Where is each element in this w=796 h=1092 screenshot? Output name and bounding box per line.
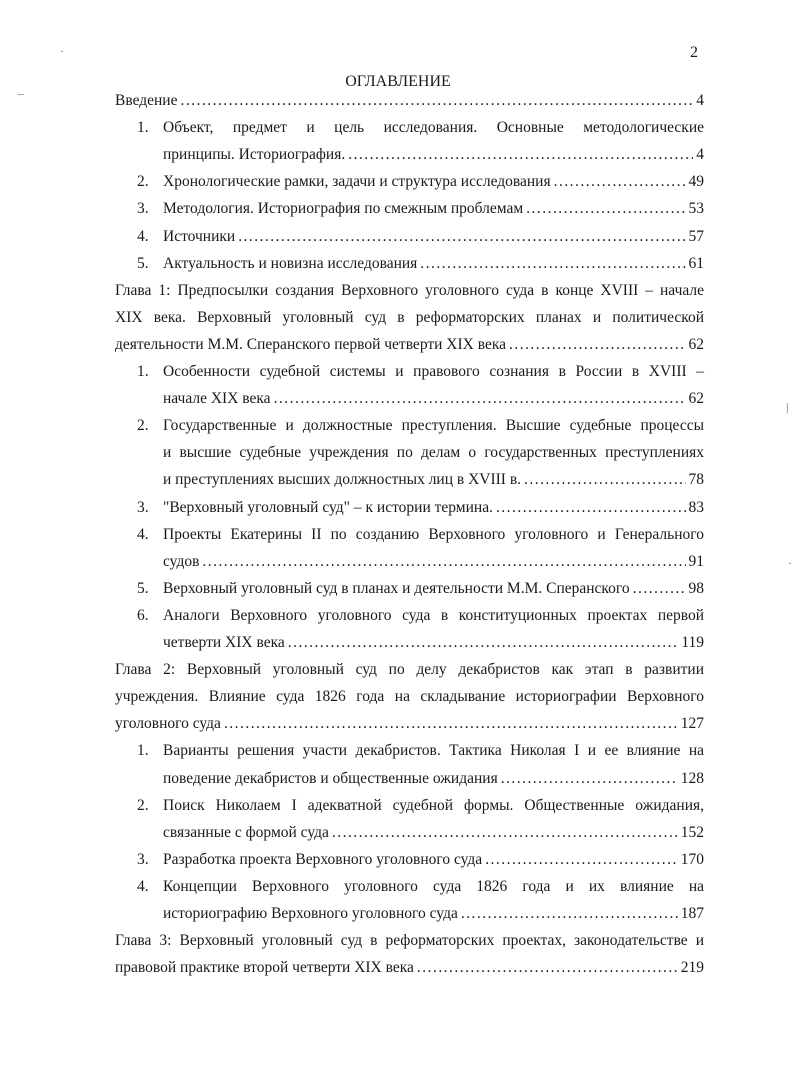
toc-entry-line[interactable] <box>163 469 704 491</box>
toc-entry-text: Особенности судебной системы и правового сознания в России в XVIII – <box>163 363 704 380</box>
toc-entry-text: судов <box>163 552 200 570</box>
dot-leader <box>202 551 685 573</box>
toc-entry-text: Разработка проекта Верховного уголовного суда <box>163 850 483 868</box>
toc-entry-text: деятельности М.М. Сперанского первой четверти XIX века <box>115 335 507 353</box>
toc-page-number: 127 <box>680 715 704 733</box>
dot-leader <box>288 632 679 654</box>
toc-page-number: 62 <box>688 390 704 408</box>
toc-page-number: 57 <box>688 227 704 245</box>
toc-entry-line[interactable] <box>115 957 704 979</box>
toc-entry-text: историографию Верховного уголовного суда <box>163 905 458 922</box>
toc-entry-text: Концепции Верховного уголовного суда 1826 года и их влияние на <box>163 877 704 895</box>
dot-leader <box>509 334 685 356</box>
toc-entry-line[interactable] <box>163 117 704 139</box>
toc-entry-number: 3. <box>137 850 149 868</box>
dot-leader <box>526 198 685 220</box>
toc-page-number: 128 <box>680 769 704 787</box>
toc-page-number: 152 <box>680 823 704 841</box>
toc-page-number: 53 <box>688 200 704 218</box>
toc-entry-line[interactable] <box>163 768 704 790</box>
scan-speck: | <box>786 400 789 414</box>
toc-entry-number: 5. <box>137 254 149 272</box>
toc-entry-line[interactable] <box>115 659 704 681</box>
toc-entry-number: 1. <box>137 742 149 760</box>
scan-speck: ‒ <box>18 86 24 100</box>
toc-entry-text: Поиск Николаем I адекватной судебной формы. Общественные ожидания, <box>163 796 704 814</box>
toc-entry-line[interactable] <box>163 876 704 898</box>
toc-entry-line[interactable] <box>163 903 704 925</box>
dot-leader <box>524 469 685 491</box>
toc-entry-number: 5. <box>137 579 149 597</box>
toc-entry-text: Верховный уголовный суд в планах и деятельности М.М. Сперанского <box>163 579 630 597</box>
dot-leader <box>461 903 678 925</box>
toc-entry-text: Источники <box>163 227 236 245</box>
page-number: 2 <box>690 44 698 61</box>
toc-entry-text: Глава 1: Предпосылки создания Верховного уголовного суда в конце XVIII – начале <box>115 281 704 299</box>
toc-entry-text: Хронологические рамки, задачи и структура исследования <box>163 173 551 191</box>
toc-page-number: 119 <box>681 634 704 651</box>
toc-entry-text: Проекты Екатерины II по созданию Верховного уголовного и Генерального <box>163 525 704 543</box>
toc-entry-line[interactable] <box>115 334 704 356</box>
toc-entry-line[interactable] <box>163 144 704 166</box>
dot-leader <box>224 713 678 735</box>
toc-entry-text: Глава 2: Верховный уголовный суд по делу декабристов как этап в развитии <box>115 661 704 679</box>
toc-entry-text: связанные с формой суда <box>163 823 329 841</box>
toc-entry-number: 4. <box>137 525 149 543</box>
toc-entry-line[interactable] <box>115 90 704 112</box>
toc-page-number: 83 <box>688 498 704 516</box>
toc-entry-text: правовой практике второй четверти XIX века <box>115 959 414 977</box>
toc-page-number: 78 <box>688 471 704 489</box>
toc-entry-line[interactable] <box>163 822 704 844</box>
toc-entry-line[interactable] <box>163 551 704 573</box>
toc-entry-number: 2. <box>137 173 149 191</box>
toc-entry-text: Актуальность и новизна исследования <box>163 254 418 272</box>
toc-entry-line[interactable] <box>163 415 704 437</box>
toc-entry-number: 4. <box>137 227 149 245</box>
toc-entry-text: и преступлениях высших должностных лиц в XVIII в. <box>163 471 522 489</box>
toc-entry-line[interactable] <box>163 361 704 383</box>
toc-entry-text: поведение декабристов и общественные ожидания <box>163 769 498 787</box>
toc-entry-number: 6. <box>137 606 149 624</box>
toc-entry-line[interactable] <box>163 578 704 600</box>
toc-entry-number: 1. <box>137 363 149 380</box>
dot-leader <box>348 144 693 166</box>
toc-page-number: 49 <box>688 173 704 191</box>
toc-page-number: 219 <box>680 959 704 977</box>
toc-entry-line[interactable] <box>163 171 704 193</box>
toc-entry-line[interactable] <box>115 307 704 329</box>
toc-entry-number: 3. <box>137 200 149 218</box>
toc-entry-number: 2. <box>137 796 149 814</box>
toc-entry-text: Глава 3: Верховный уголовный суд в реформаторских проектах, законодательстве и <box>115 932 704 950</box>
toc-entry-line[interactable] <box>163 226 704 248</box>
page-title: ОГЛАВЛЕНИЕ <box>345 73 451 90</box>
toc-entry-line[interactable] <box>163 253 704 275</box>
toc-page-number: 98 <box>688 579 704 597</box>
toc-entry-number: 4. <box>137 877 149 895</box>
scan-speck: · <box>788 556 792 570</box>
toc-entry-text: Введение <box>115 92 178 109</box>
toc-entry-line[interactable] <box>115 280 704 302</box>
toc-entry-text: учреждения. Влияние суда 1826 года на складывание историографии Верховного <box>115 688 704 706</box>
toc-entry-text: Государственные и должностные преступления. Высшие судебные процессы <box>163 417 704 435</box>
toc-entry-number: 2. <box>137 417 149 435</box>
toc-entry-text: "Верховный уголовный суд" – к истории термина. <box>163 498 493 516</box>
toc-entry-text: и высшие судебные учреждения по делам о государственных преступлениях <box>163 444 704 462</box>
toc-entry-number: 3. <box>137 498 149 516</box>
toc-entry-line[interactable] <box>163 740 704 762</box>
toc-entry-line[interactable] <box>163 198 704 220</box>
toc-entry-line[interactable] <box>163 442 704 464</box>
toc-entry-line[interactable] <box>115 686 704 708</box>
toc-entry-line[interactable] <box>163 849 704 871</box>
dot-leader <box>633 578 686 600</box>
dot-leader <box>485 849 678 871</box>
toc-entry-text: XIX века. Верховный уголовный суд в реформаторских планах и политической <box>115 308 704 326</box>
dot-leader <box>501 768 678 790</box>
dot-leader <box>274 388 686 410</box>
dot-leader <box>420 253 685 275</box>
dot-leader <box>554 171 686 193</box>
scan-speck: · <box>60 44 64 58</box>
toc-entry-line[interactable] <box>163 524 704 546</box>
dot-leader <box>180 90 693 112</box>
toc-entry-line[interactable] <box>163 497 704 519</box>
toc-entry-text: принципы. Историография. <box>163 146 346 164</box>
toc-page-number: 91 <box>688 552 704 570</box>
toc-page-number: 4 <box>696 92 704 109</box>
toc-entry-text: Объект, предмет и цель исследования. Основные методологические <box>163 119 704 137</box>
dot-leader <box>332 822 678 844</box>
toc-entry-text: Методология. Историография по смежным проблемам <box>163 200 524 218</box>
toc-entry-line[interactable] <box>115 930 704 952</box>
toc-entry-line[interactable] <box>115 713 704 735</box>
toc-entry-number: 1. <box>137 119 149 137</box>
toc-page-number: 61 <box>688 254 704 272</box>
toc-entry-line[interactable] <box>163 632 704 654</box>
dot-leader <box>417 957 678 979</box>
toc-entry-line[interactable] <box>163 388 704 410</box>
toc-entry-text: начале XIX века <box>163 390 271 408</box>
dot-leader <box>496 497 686 519</box>
toc-entry-text: Варианты решения участи декабристов. Тактика Николая I и ее влияние на <box>163 742 704 760</box>
toc-page-number: 4 <box>696 146 704 164</box>
toc-entry-line[interactable] <box>163 795 704 817</box>
toc-entry-line[interactable] <box>163 605 704 627</box>
toc-page-number: 170 <box>680 850 704 868</box>
toc-page-number: 62 <box>688 335 704 353</box>
toc-entry-text: уголовного суда <box>115 715 221 733</box>
toc-entry-text: Аналоги Верховного уголовного суда в конституционных проектах первой <box>163 606 704 624</box>
toc-entry-text: четверти XIX века <box>163 634 285 651</box>
toc-page-number: 187 <box>680 905 704 922</box>
dot-leader <box>238 226 685 248</box>
